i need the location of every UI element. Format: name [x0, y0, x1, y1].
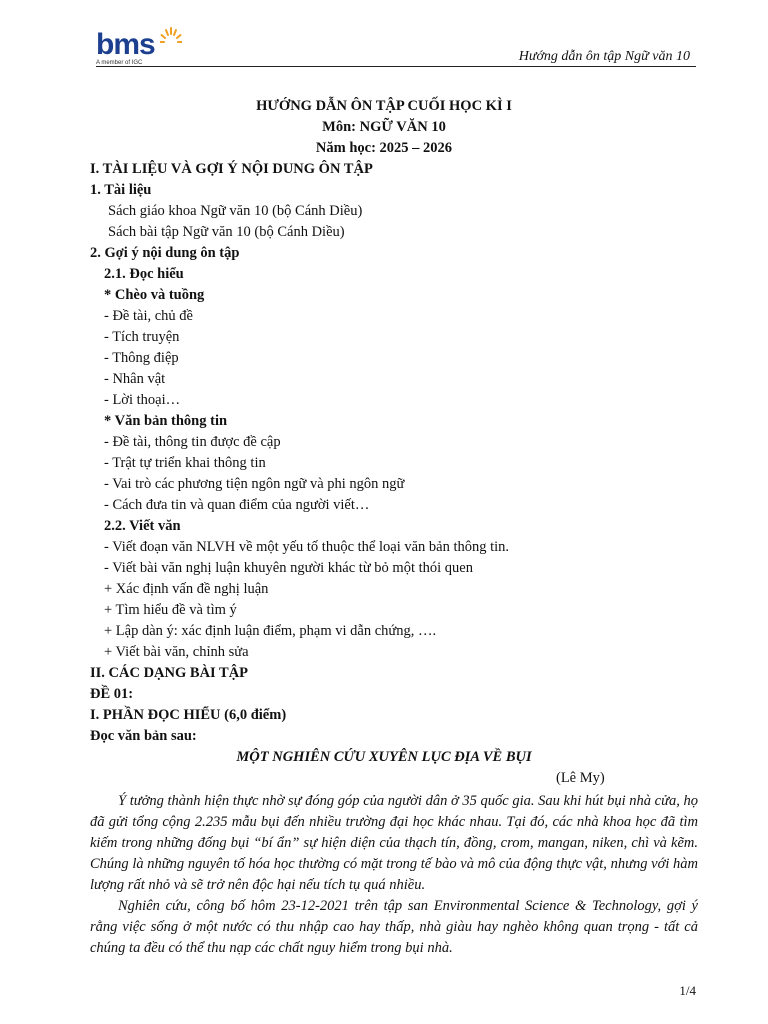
doc-title: HƯỚNG DẪN ÔN TẬP CUỐI HỌC KÌ I [256, 98, 512, 114]
list-item: - Lời thoại… [104, 392, 181, 408]
page-number: 1/4 [679, 983, 696, 998]
list-item: - Trật tự triển khai thông tin [104, 455, 266, 471]
article-paragraph: Nghiên cứu, công bố hôm 23-12-2021 trên tập san Environmental Science & Technology, gợi ý rằng việc sống ở một nước có thu nhập cao hay thấp, nhà giàu hay nghèo không quan trọng - tất cả chúng ta đều có thể thu nạp các chất nguy hiểm trong bụi nhà. [90, 898, 698, 956]
bms-logo [96, 24, 186, 70]
topic-heading: * Chèo và tuồng [104, 287, 205, 303]
sun-icon [160, 24, 182, 46]
article-author: (Lê My) [556, 770, 605, 786]
list-item: - Viết bài văn nghị luận khuyên người khác từ bỏ một thói quen [104, 560, 473, 576]
part-heading: I. PHẦN ĐỌC HIỂU (6,0 điểm) [90, 707, 287, 723]
subsection-heading: 2.2. Viết văn [104, 518, 181, 534]
list-item: + Xác định vấn đề nghị luận [104, 581, 269, 597]
list-item: + Viết bài văn, chỉnh sửa [104, 644, 249, 660]
list-item: + Tìm hiểu đề và tìm ý [104, 602, 237, 618]
subsection-heading: 1. Tài liệu [90, 182, 152, 198]
header-divider [96, 66, 696, 67]
instruction: Đọc văn bản sau: [90, 728, 197, 744]
header-title: Hướng dẫn ôn tập Ngữ văn 10 [518, 49, 690, 64]
list-item: - Vai trò các phương tiện ngôn ngữ và phi ngôn ngữ [104, 476, 405, 492]
list-item: - Cách đưa tin và quan điểm của người viết… [104, 497, 370, 513]
logo-subtitle: A member of IGC [96, 60, 143, 66]
article-paragraph: Ý tưởng thành hiện thực nhờ sự đóng góp của người dân ở 35 quốc gia. Sau khi hút bụi nhà cửa, họ đã gửi tổng cộng 2.235 mẫu bụi đến nhiều trường đại học khác nhau. Tại đó, các nhà khoa học đã tìm kiếm trong những đống bụi “bí ẩn” sự hiện diện của thạch tín, đồng, crom, mangan, niken, chì và kẽm. Chúng là những nguyên tố hóa học thường có mặt trong tế bào và mô của động thực vật, nhưng với hàm lượng rất nhỏ và sẽ trở nên độc hại nếu tích tụ quá nhiều. [90, 793, 698, 893]
list-item: + Lập dàn ý: xác định luận điểm, phạm vi dẫn chứng, …. [104, 623, 437, 639]
article-title: MỘT NGHIÊN CỨU XUYÊN LỤC ĐỊA VỀ BỤI [236, 749, 532, 765]
exam-label: ĐỀ 01: [90, 686, 134, 702]
section-heading-2: II. CÁC DẠNG BÀI TẬP [90, 665, 249, 681]
section-heading-1: I. TÀI LIỆU VÀ GỢI Ý NỘI DUNG ÔN TẬP [90, 161, 373, 177]
subsection-heading: 2.1. Đọc hiểu [104, 266, 184, 282]
list-item: - Đề tài, chủ đề [104, 308, 193, 324]
list-item: - Viết đoạn văn NLVH về một yếu tố thuộc thể loại văn bản thông tin. [104, 539, 510, 555]
list-item: - Tích truyện [104, 329, 180, 345]
subsection-heading: 2. Gợi ý nội dung ôn tập [90, 245, 240, 261]
list-item: Sách bài tập Ngữ văn 10 (bộ Cánh Diều) [108, 224, 345, 240]
list-item: - Nhân vật [104, 371, 166, 387]
logo-text: bms [96, 28, 155, 61]
topic-heading: * Văn bản thông tin [104, 413, 228, 429]
doc-school-year: Năm học: 2025 – 2026 [315, 140, 453, 156]
doc-subject: Môn: NGỮ VĂN 10 [322, 119, 446, 135]
list-item: - Đề tài, thông tin được đề cập [104, 434, 281, 450]
list-item: - Thông điệp [104, 350, 179, 366]
list-item: Sách giáo khoa Ngữ văn 10 (bộ Cánh Diều) [108, 203, 363, 219]
